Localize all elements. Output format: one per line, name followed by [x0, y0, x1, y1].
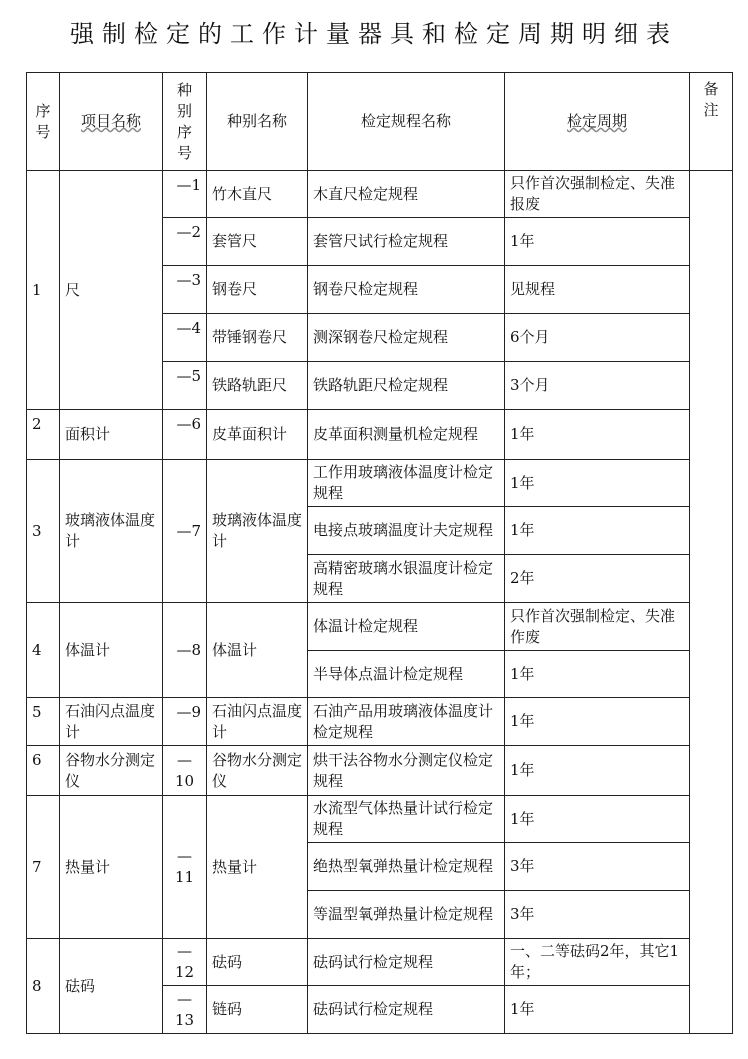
- period-cell: 3年: [505, 891, 690, 939]
- period-cell: 1年: [505, 986, 690, 1034]
- table-row: [27, 939, 733, 986]
- page-title: 强制检定的工作计量器具和检定周期明细表: [70, 20, 678, 48]
- type-code-cell: —13: [163, 986, 207, 1034]
- period-cell: 1年: [505, 218, 690, 266]
- table-row: [27, 460, 733, 507]
- header-period-text: 检定周期: [566, 112, 627, 130]
- period-cell: 1年: [505, 796, 690, 843]
- seq-cell: 5: [27, 698, 60, 746]
- period-cell: 1年: [505, 746, 690, 796]
- rule-name-cell: 体温计检定规程: [308, 603, 505, 651]
- header-seq: 序号: [27, 73, 60, 171]
- item-name-cell: 尺: [60, 171, 163, 410]
- rule-name-cell: 半导体点温计检定规程: [308, 651, 505, 698]
- period-cell: 见规程: [505, 266, 690, 314]
- seq-cell: 1: [27, 171, 60, 410]
- rule-name-cell: 电接点玻璃温度计夫定规程: [308, 507, 505, 555]
- type-name-cell: 皮革面积计: [207, 410, 308, 460]
- table-row: [27, 603, 733, 651]
- item-name-cell: 石油闪点温度计: [60, 698, 163, 746]
- period-cell: 1年: [505, 651, 690, 698]
- type-code-cell: —2: [163, 218, 207, 266]
- type-code-cell: —5: [163, 362, 207, 410]
- type-name-cell: 链码: [207, 986, 308, 1034]
- header-type-name: 种别名称: [207, 73, 308, 171]
- type-code-cell: —7: [163, 460, 207, 603]
- rule-name-cell: 水流型气体热量计试行检定规程: [308, 796, 505, 843]
- type-name-cell: 体温计: [207, 603, 308, 698]
- item-name-cell: 谷物水分测定仪: [60, 746, 163, 796]
- header-item-name: [60, 73, 163, 171]
- type-code-cell: —4: [163, 314, 207, 362]
- period-cell: 只作首次强制检定、失准报废: [505, 171, 690, 218]
- period-cell: 1年: [505, 410, 690, 460]
- table-row: [27, 796, 733, 843]
- period-cell: 2年: [505, 555, 690, 603]
- type-code-cell: —11: [163, 796, 207, 939]
- rule-name-cell: 套管尺试行检定规程: [308, 218, 505, 266]
- period-cell: 1年: [505, 507, 690, 555]
- rule-name-cell: 砝码试行检定规程: [308, 939, 505, 986]
- type-name-cell: 铁路轨距尺: [207, 362, 308, 410]
- type-name-cell: 砝码: [207, 939, 308, 986]
- table-row: [27, 410, 733, 460]
- period-cell: 一、二等砝码2年，其它1年；: [505, 939, 690, 986]
- rule-name-cell: 钢卷尺检定规程: [308, 266, 505, 314]
- seq-cell: 6: [27, 746, 60, 796]
- rule-name-cell: 测深钢卷尺检定规程: [308, 314, 505, 362]
- period-cell: 6个月: [505, 314, 690, 362]
- header-type-seq: 种别序号: [163, 73, 207, 171]
- table-row: [27, 746, 733, 796]
- period-cell: 3个月: [505, 362, 690, 410]
- seq-cell: 7: [27, 796, 60, 939]
- type-code-cell: —10: [163, 746, 207, 796]
- item-name-cell: 热量计: [60, 796, 163, 939]
- rule-name-cell: 砝码试行检定规程: [308, 986, 505, 1034]
- calibration-table: [26, 72, 733, 1034]
- type-code-cell: —3: [163, 266, 207, 314]
- rule-name-cell: 铁路轨距尺检定规程: [308, 362, 505, 410]
- rule-name-cell: 等温型氧弹热量计检定规程: [308, 891, 505, 939]
- period-cell: 3年: [505, 843, 690, 891]
- rule-name-cell: 烘干法谷物水分测定仪检定规程: [308, 746, 505, 796]
- rule-name-cell: 木直尺检定规程: [308, 171, 505, 218]
- rule-name-cell: 绝热型氧弹热量计检定规程: [308, 843, 505, 891]
- seq-cell: 4: [27, 603, 60, 698]
- seq-cell: 2: [27, 410, 60, 460]
- type-code-cell: —1: [163, 171, 207, 218]
- type-code-cell: —8: [163, 603, 207, 698]
- type-name-cell: 竹木直尺: [207, 171, 308, 218]
- rule-name-cell: 高精密玻璃水银温度计检定规程: [308, 555, 505, 603]
- rule-name-cell: 石油产品用玻璃液体温度计检定规程: [308, 698, 505, 746]
- item-name-cell: 玻璃液体温度计: [60, 460, 163, 603]
- rule-name-cell: 皮革面积测量机检定规程: [308, 410, 505, 460]
- item-name-cell: 砝码: [60, 939, 163, 1034]
- table-row: [27, 698, 733, 746]
- type-name-cell: 石油闪点温度计: [207, 698, 308, 746]
- type-name-cell: 钢卷尺: [207, 266, 308, 314]
- period-cell: 1年: [505, 460, 690, 507]
- item-name-cell: 面积计: [60, 410, 163, 460]
- type-name-cell: 谷物水分测定仪: [207, 746, 308, 796]
- seq-cell: 3: [27, 460, 60, 603]
- type-code-cell: —9: [163, 698, 207, 746]
- type-code-cell: —12: [163, 939, 207, 986]
- type-code-cell: —6: [163, 410, 207, 460]
- remark-cell: [690, 171, 733, 1034]
- header-row: [27, 73, 733, 171]
- header-rule-name: 检定规程名称: [308, 73, 505, 171]
- table-row: [27, 171, 733, 218]
- type-name-cell: 玻璃液体温度计: [207, 460, 308, 603]
- rule-name-cell: 工作用玻璃液体温度计检定规程: [308, 460, 505, 507]
- type-name-cell: 热量计: [207, 796, 308, 939]
- period-cell: 只作首次强制检定、失准作废: [505, 603, 690, 651]
- item-name-cell: 体温计: [60, 603, 163, 698]
- header-period: [505, 73, 690, 171]
- header-remark: 备注: [690, 73, 733, 171]
- period-cell: 1年: [505, 698, 690, 746]
- seq-cell: 8: [27, 939, 60, 1034]
- type-name-cell: 带锤钢卷尺: [207, 314, 308, 362]
- type-name-cell: 套管尺: [207, 218, 308, 266]
- header-item-name-text: 项目名称: [80, 112, 141, 130]
